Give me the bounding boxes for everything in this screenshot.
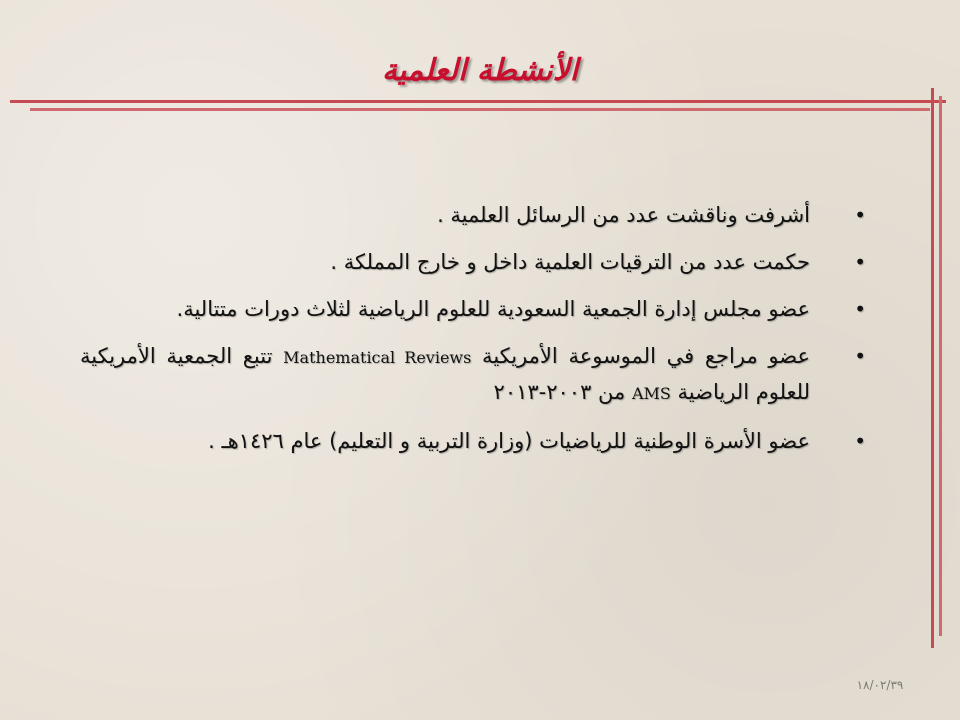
bullet-icon: • [854, 297, 866, 321]
bullet-item [80, 198, 868, 232]
bullet-text: عضو مجلس إدارة الجمعية السعودية للعلوم الرياضية لثلاث دورات متتالية. [176, 297, 810, 321]
slide-title: الأنشطة العلمية [381, 53, 579, 88]
bullet-item [80, 339, 868, 411]
bullet-text: حكمت عدد من الترقيات العلمية داخل و خارج المملكة . [330, 250, 810, 274]
journal-name: Mathematical Reviews [283, 348, 472, 367]
bullet-item [80, 245, 868, 279]
bullet-text-part: من ٢٠٠٣-٢٠١٣ [493, 380, 632, 404]
bullet-icon: • [854, 203, 866, 227]
bullet-item [80, 424, 868, 458]
bullet-text-part: تتبع الجمعية الأمريكية للعلوم الرياضية [80, 344, 810, 404]
society-abbrev: AMS [631, 384, 671, 403]
bullet-text: أشرفت وناقشت عدد من الرسائل العلمية . [437, 203, 810, 227]
title-underline-outer [10, 100, 946, 103]
bullet-icon: • [854, 344, 866, 368]
right-border-line-outer [931, 88, 934, 648]
bullet-item [80, 292, 868, 326]
bullet-icon: • [854, 250, 866, 274]
bullet-text [80, 344, 810, 404]
bullet-list [80, 198, 868, 471]
footer-date: ١٨/٠٢/٣٩ [856, 678, 904, 692]
right-border-line-inner [939, 96, 942, 636]
title-underline-inner [30, 108, 930, 111]
bullet-icon: • [854, 429, 866, 453]
bullet-text-part: عضو مراجع في الموسوعة الأمريكية [471, 344, 810, 368]
bullet-text: عضو الأسرة الوطنية للرياضيات (وزارة التربية و التعليم) عام ١٤٢٦هـ . [208, 429, 810, 453]
